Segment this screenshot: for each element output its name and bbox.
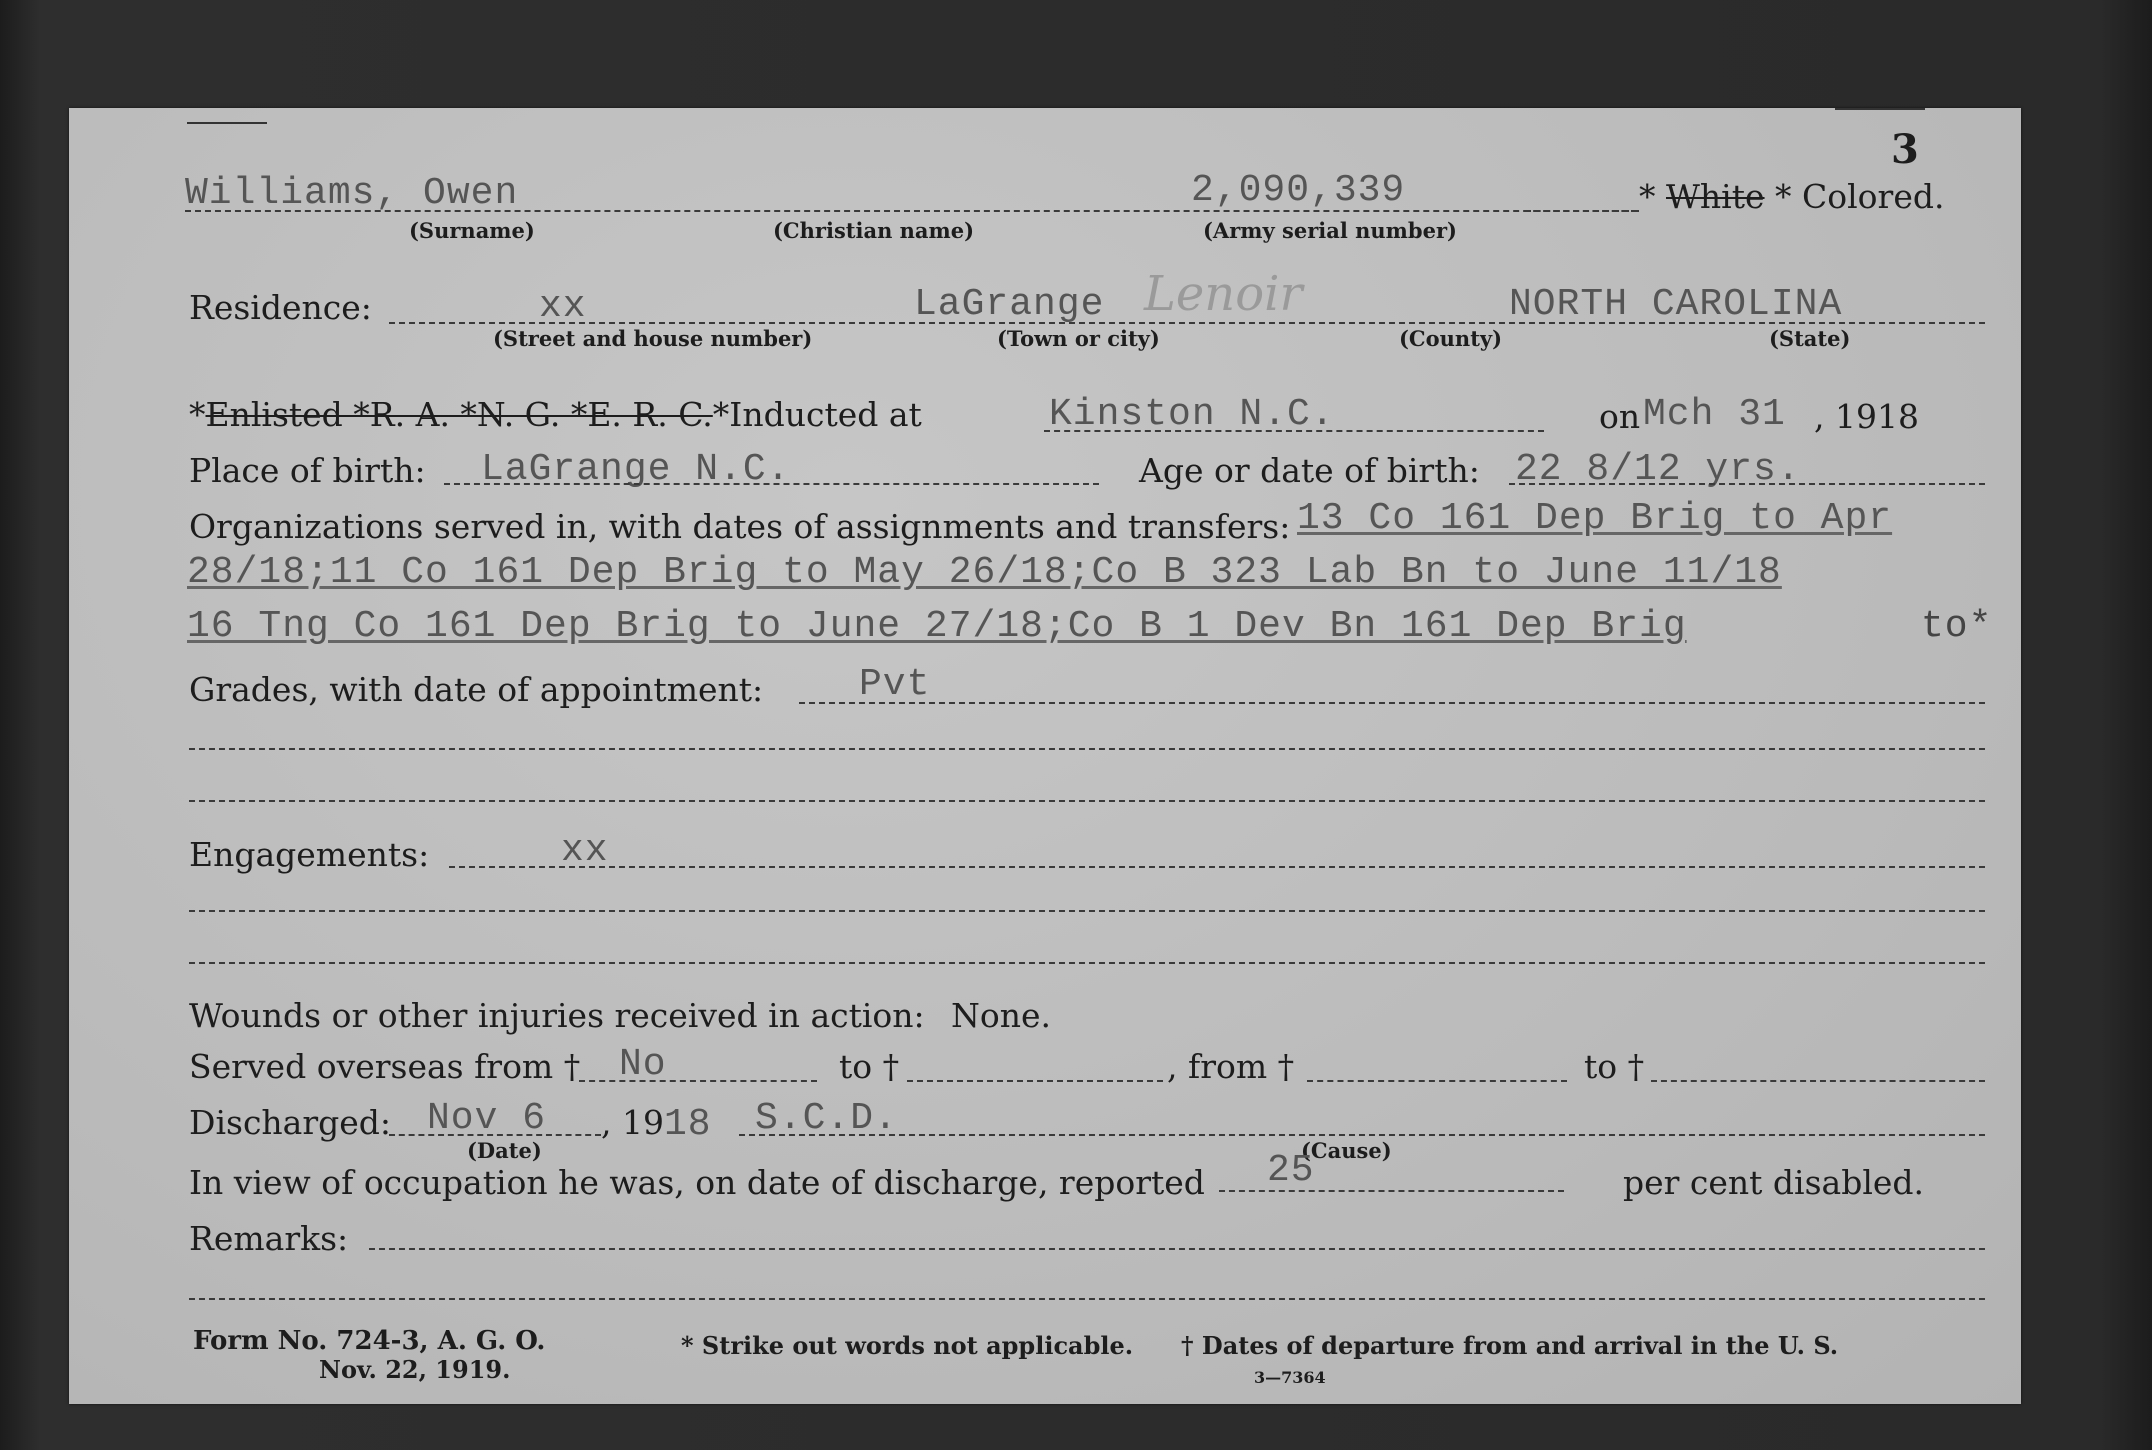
overseas-to-line [907, 1080, 1163, 1082]
pencil-mark [1835, 108, 1925, 110]
residence-label: Residence: [189, 288, 372, 327]
place-of-birth-line [444, 483, 1099, 485]
induction-on-label: on [1599, 397, 1641, 436]
age-value: 22 8/12 yrs. [1515, 448, 1801, 491]
grades-label: Grades, with date of appointment: [189, 670, 764, 709]
organizations-line-2: 28/18;11 Co 161 Dep Brig to May 26/18;Co B 323 Lab Bn to June 11/18 [187, 551, 1782, 594]
engagements-line [449, 866, 1985, 868]
overseas-from2-line [1307, 1080, 1567, 1082]
serial-number-label: (Army serial number) [1203, 218, 1457, 243]
wounds-label: Wounds or other injuries received in action: [189, 996, 925, 1035]
organizations-line-1: 13 Co 161 Dep Brig to Apr [1297, 497, 1893, 540]
christian-name-label: (Christian name) [773, 218, 975, 243]
disability-percent-value: 25 [1267, 1149, 1315, 1192]
name-line [185, 210, 1639, 212]
engagements-label: Engagements: [189, 835, 430, 874]
engagements-value: xx [561, 829, 609, 872]
form-number: Form No. 724-3, A. G. O. [193, 1326, 546, 1356]
surname-label: (Surname) [409, 218, 535, 243]
discharge-date-line [389, 1134, 601, 1136]
state-label: (State) [1769, 326, 1851, 351]
organizations-label: Organizations served in, with dates of assignments and transfers: [189, 507, 1291, 546]
engagements-line-3 [189, 962, 1985, 964]
engagements-line-2 [189, 910, 1985, 912]
race-white-struck: White [1666, 177, 1765, 216]
overseas-from-line [579, 1080, 817, 1082]
print-code: 3—7364 [1254, 1368, 1326, 1387]
overseas-from2-label: , from † [1167, 1047, 1295, 1086]
grades-line [799, 702, 1985, 704]
card-number: 3 [1891, 126, 1919, 173]
discharge-cause-label: (Cause) [1301, 1138, 1392, 1163]
grades-value: Pvt [859, 663, 931, 706]
race-colored: Colored. [1802, 177, 1945, 216]
discharged-label: Discharged: [189, 1103, 392, 1142]
pencil-mark [187, 122, 267, 124]
residence-county-handwritten: Lenoir [1144, 266, 1303, 322]
overseas-to2-line [1651, 1080, 1985, 1082]
organizations-continued: to* [1921, 605, 1993, 648]
remarks-line [369, 1248, 1985, 1250]
race-field: * White * Colored. [1639, 177, 1945, 216]
enlistment-type: *Enlisted *R. A. *N. G. *E. R. C.*Inducted at [189, 395, 922, 434]
street-label: (Street and house number) [493, 326, 813, 351]
discharge-cause-line [739, 1134, 1985, 1136]
grades-line-2 [189, 748, 1985, 750]
induction-date-value: Mch 31 [1643, 393, 1786, 436]
town-label: (Town or city) [997, 326, 1160, 351]
disability-suffix: per cent disabled. [1623, 1163, 1925, 1202]
strike-out-note: * Strike out words not applicable. [681, 1331, 1134, 1360]
serial-number-value: 2,090,339 [1191, 169, 1406, 212]
serial-line [1525, 210, 1637, 212]
age-label: Age or date of birth: [1139, 451, 1480, 490]
inducted-at-label: *Inducted at [712, 395, 922, 434]
discharge-cause-value: S.C.D. [755, 1097, 898, 1140]
dates-note: † Dates of departure from and arrival in the U. S. [1181, 1331, 1839, 1360]
wounds-value: None. [951, 996, 1052, 1035]
form-date: Nov. 22, 1919. [319, 1355, 511, 1384]
age-line [1509, 483, 1985, 485]
remarks-label: Remarks: [189, 1219, 349, 1258]
served-overseas-label: Served overseas from † [189, 1047, 581, 1086]
overseas-to-label: to † [839, 1047, 900, 1086]
draft-record-card [69, 108, 2021, 1404]
place-of-birth-label: Place of birth: [189, 451, 426, 490]
served-overseas-value: No [619, 1043, 667, 1086]
disability-label: In view of occupation he was, on date of discharge, reported [189, 1163, 1205, 1202]
residence-state-value: NORTH CAROLINA [1509, 283, 1843, 326]
overseas-to2-label: to † [1584, 1047, 1645, 1086]
residence-line [389, 322, 1985, 324]
organizations-line-3: 16 Tng Co 161 Dep Brig to June 27/18;Co B 1 Dev Bn 161 Dep Brig [187, 605, 1687, 648]
induction-place-value: Kinston N.C. [1049, 393, 1335, 436]
discharge-date-label: (Date) [467, 1138, 542, 1163]
county-label: (County) [1399, 326, 1503, 351]
discharge-date-value: Nov 6 [427, 1097, 547, 1140]
residence-street-value: xx [539, 285, 587, 328]
grades-line-3 [189, 800, 1985, 802]
disability-line [1219, 1190, 1564, 1192]
induction-place-line [1044, 430, 1544, 432]
residence-town-value: LaGrange [914, 283, 1105, 326]
enlistment-options-struck: Enlisted *R. A. *N. G. *E. R. C. [205, 395, 713, 434]
remarks-line-2 [189, 1298, 1985, 1300]
induction-year: , 1918 [1814, 397, 1919, 436]
surname-value: Williams, Owen [185, 172, 519, 215]
place-of-birth-value: LaGrange N.C. [481, 448, 791, 491]
discharge-year: , 1918 [601, 1103, 712, 1146]
